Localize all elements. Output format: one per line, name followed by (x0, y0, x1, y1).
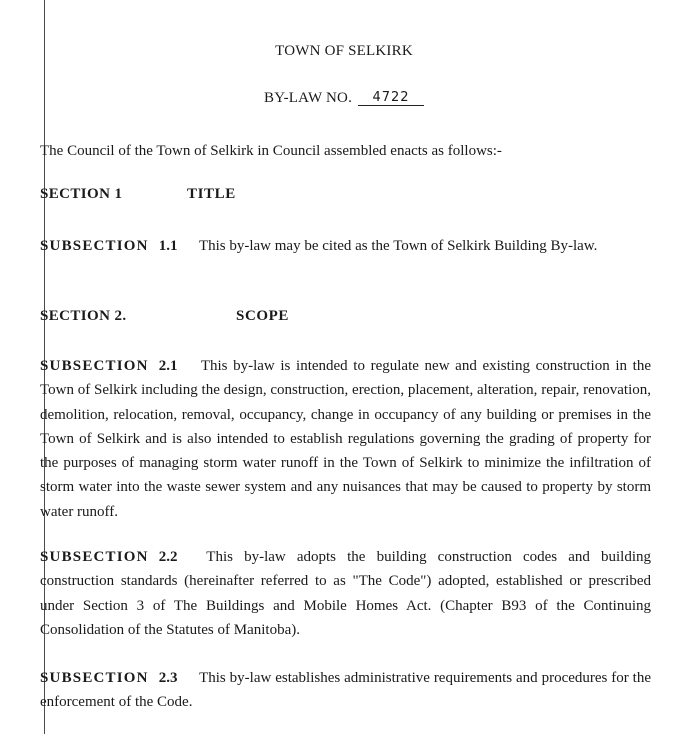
town-title: TOWN OF SELKIRK (275, 43, 413, 59)
subsection-2-3-text: This by-law establishes administrative requirements and procedures for the enforcement of the Code. (40, 670, 651, 711)
section-2-heading: SECTION 2. (40, 308, 127, 324)
subsection-2-1-number: 2.1 (158, 358, 178, 374)
subsection-2-1-label: SUBSECTION (40, 358, 149, 374)
subsection-1-1-label: SUBSECTION (40, 238, 149, 254)
subsection-1-1-text: This by-law may be cited as the Town of Selkirk Building By-law. (198, 238, 598, 254)
bylaw-label: BY-LAW NO. (264, 90, 353, 106)
bylaw-number: 4722 (358, 91, 424, 106)
subsection-1-1-number: 1.1 (158, 238, 178, 254)
subsection-2-3-number: 2.3 (158, 670, 178, 686)
section-2-title: SCOPE (236, 308, 290, 324)
subsection-2-2-number: 2.2 (158, 549, 178, 565)
subsection-2-2-label: SUBSECTION (40, 549, 149, 565)
subsection-2-2 (40, 545, 651, 642)
subsection-2-1 (40, 354, 651, 524)
subsection-2-1-text: This by-law is intended to regulate new and existing construction in the Town of Selkirk including the design, construction, erection, placement, alteration, repair, renovation, demolition, relocation, removal, occupancy, change in occupancy of any building or premises in the Town of Selkirk and is also intended to establish regulations governing the grading of property for the purposes of managing storm water runoff in the Town of Selkirk to minimize the infiltration of storm water into the waste sewer system and any nuisances that may be caused to property by storm water runoff. (40, 358, 651, 520)
subsection-2-3-label: SUBSECTION (40, 670, 149, 686)
intro-paragraph: The Council of the Town of Selkirk in Council assembled enacts as follows:- (40, 143, 502, 159)
bylaw-number-line (0, 90, 688, 107)
subsection-2-3 (40, 666, 651, 715)
section-1-heading: SECTION 1 (40, 186, 123, 202)
subsection-2-2-text: This by-law adopts the building construction codes and building construction standards (hereinafter referred to as "The Code") adopted, established or prescribed under Section 3 of The Buildings and Mobile Homes Act. (Chapter B93 of the Continuing Consolidation of the Statutes of Manitoba). (40, 549, 651, 638)
subsection-1-1 (40, 234, 651, 258)
section-1-title: TITLE (187, 186, 236, 202)
